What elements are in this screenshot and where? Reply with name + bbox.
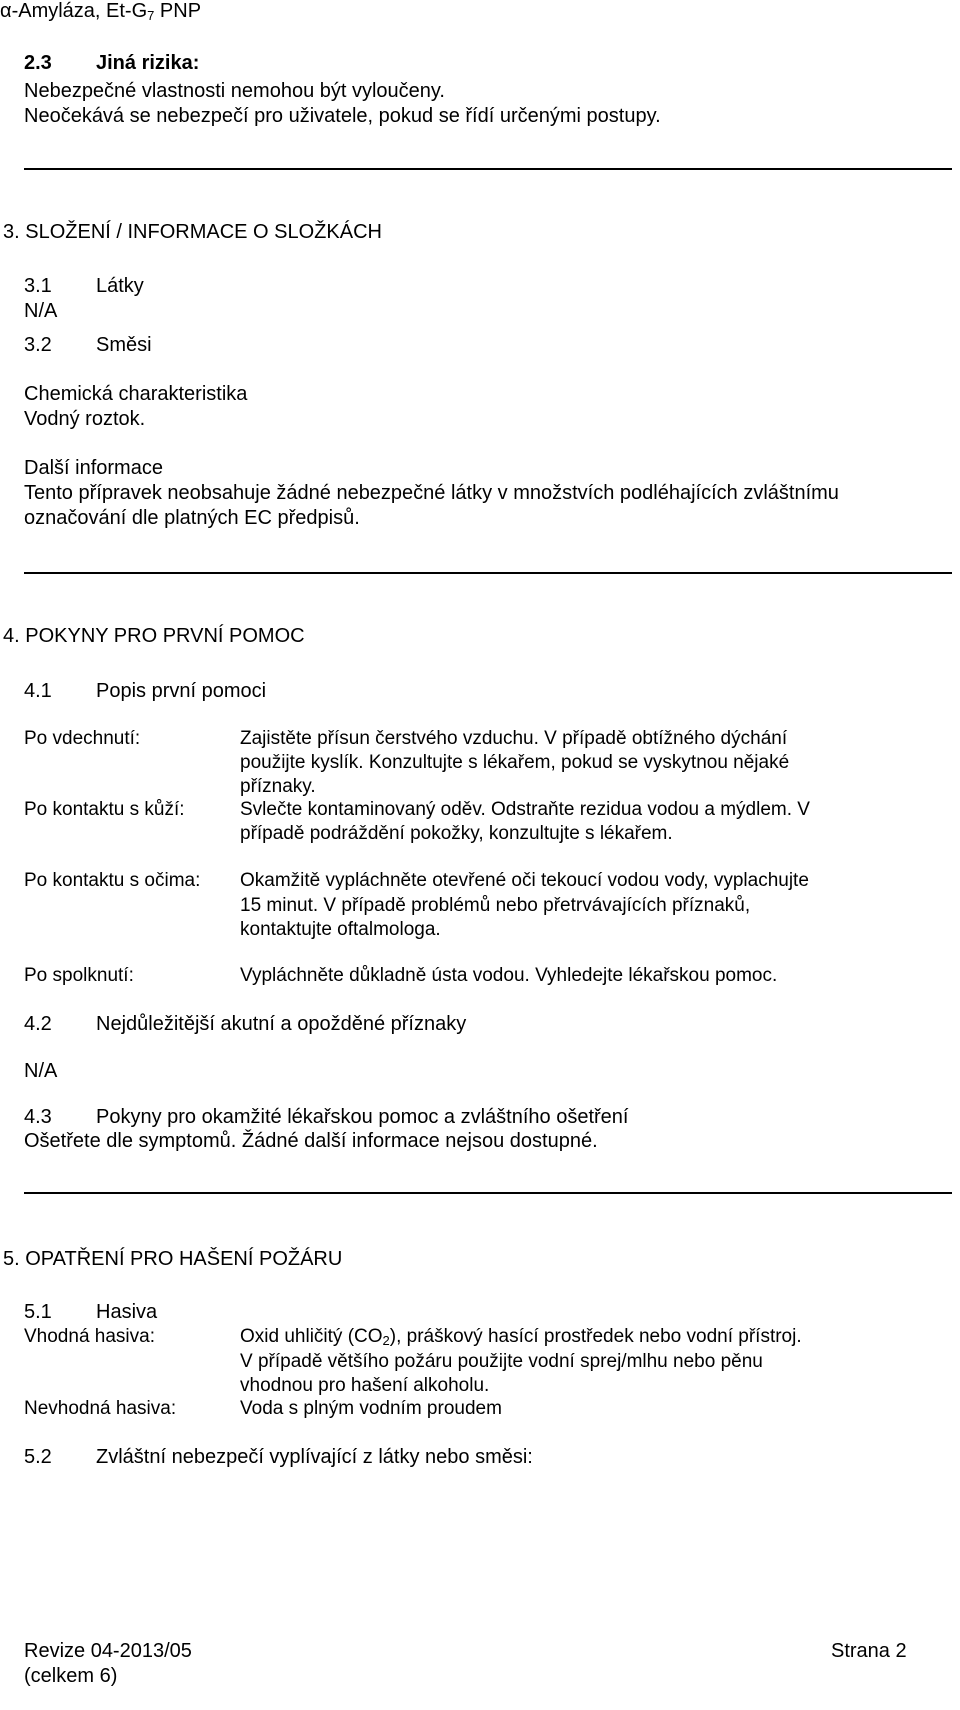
- skin-contact-line-1: Svlečte kontaminovaný oděv. Odstraňte rezidua vodou a mýdlem. V: [240, 799, 810, 820]
- section-2-3-title: Jiná rizika:: [96, 52, 200, 74]
- section-4-3-title: Pokyny pro okamžité lékařskou pomoc a zvláštního ošetření: [96, 1106, 629, 1128]
- section-4-3-number: 4.3: [24, 1106, 52, 1128]
- section-4-2-title: Nejdůležitější akutní a opožděné příznaky: [96, 1013, 467, 1035]
- section-5-2-title: Zvláštní nebezpečí vyplívající z látky nebo směsi:: [96, 1446, 533, 1468]
- section-3-1-title: Látky: [96, 275, 144, 297]
- suitable-extinguishing-label: Vhodná hasiva:: [24, 1326, 155, 1347]
- section-5-1-number: 5.1: [24, 1301, 52, 1323]
- section-3-1-value: N/A: [24, 300, 58, 322]
- suitable-extinguishing-line-2: V případě většího požáru použijte vodní sprej/mlhu nebo pěnu: [240, 1351, 763, 1372]
- unsuitable-extinguishing-label: Nevhodná hasiva:: [24, 1398, 177, 1419]
- section-3-1-number: 3.1: [24, 275, 52, 297]
- more-information-label: Další informace: [24, 457, 163, 479]
- inhalation-line-2: použijte kyslík. Konzultujte s lékařem, pokud se vyskytnou nějaké: [240, 752, 790, 773]
- document-header-title: α-Amyláza, $Et-G_7$ PNP: [0, 0, 202, 23]
- section-divider: [24, 168, 952, 170]
- eye-contact-line-1: Okamžitě vypláchněte otevřené oči tekoucí vodou vody, vyplachujte: [240, 870, 809, 891]
- more-information-line-2: označování dle platných EC předpisů.: [24, 507, 360, 529]
- chemical-characteristic-value: Vodný roztok.: [24, 408, 146, 430]
- ingestion-label: Po spolknutí:: [24, 965, 134, 986]
- chemical-characteristic-label: Chemická charakteristika: [24, 383, 248, 405]
- eye-contact-line-3: kontaktujte oftalmologa.: [240, 919, 441, 940]
- more-information-line-1: Tento přípravek neobsahuje žádné nebezpečné látky v množstvích podléhajících zvláštnímu: [24, 482, 839, 504]
- section-4-3-line: Ošetřete dle symptomů. Žádné další informace nejsou dostupné.: [24, 1130, 598, 1152]
- section-5-title: 5. OPATŘENÍ PRO HAŠENÍ POŽÁRU: [3, 1248, 343, 1270]
- section-3-2-number: 3.2: [24, 334, 52, 356]
- section-4-2-value: N/A: [24, 1060, 58, 1082]
- section-divider: [24, 1192, 952, 1194]
- ingestion-line-1: Vypláchněte důkladně ústa vodou. Vyhledejte lékařskou pomoc.: [240, 965, 778, 986]
- suitable-extinguishing-line-3: vhodnou pro hašení alkoholu.: [240, 1375, 490, 1396]
- inhalation-label: Po vdechnutí:: [24, 728, 141, 749]
- inhalation-line-1: Zajistěte přísun čerstvého vzduchu. V případě obtížného dýchání: [240, 728, 788, 749]
- section-2-3-line-1: Nebezpečné vlastnosti nemohou být vyloučeny.: [24, 80, 445, 102]
- inhalation-line-3: příznaky.: [240, 776, 316, 797]
- section-4-2-number: 4.2: [24, 1013, 52, 1035]
- section-4-1-title: Popis první pomoci: [96, 680, 267, 702]
- suitable-extinguishing-line-1: Oxid uhličitý $(CO_2)$, práškový hasící prostředek nebo vodní přístroj.: [240, 1326, 802, 1348]
- skin-contact-label: Po kontaktu s kůží:: [24, 799, 185, 820]
- section-4-title: 4. POKYNY PRO PRVNÍ POMOC: [3, 625, 305, 647]
- footer-revision: Revize 04-2013/05: [24, 1640, 192, 1662]
- section-2-3-number: 2.3: [24, 52, 52, 74]
- section-4-1-number: 4.1: [24, 680, 52, 702]
- skin-contact-line-2: případě podráždění pokožky, konzultujte s lékařem.: [240, 823, 673, 844]
- section-5-1-title: Hasiva: [96, 1301, 158, 1323]
- section-3-2-title: Směsi: [96, 334, 152, 356]
- unsuitable-extinguishing-value: Voda s plným vodním proudem: [240, 1398, 502, 1419]
- section-5-2-number: 5.2: [24, 1446, 52, 1468]
- section-3-title: 3. SLOŽENÍ / INFORMACE O SLOŽKÁCH: [3, 221, 382, 243]
- footer-total-pages: (celkem 6): [24, 1665, 118, 1687]
- footer-page-number: Strana 2: [831, 1640, 907, 1662]
- eye-contact-line-2: 15 minut. V případě problémů nebo přetrvávajících příznaků,: [240, 895, 751, 916]
- section-2-3-line-2: Neočekává se nebezpečí pro uživatele, pokud se řídí určenými postupy.: [24, 105, 661, 127]
- section-divider: [24, 572, 952, 574]
- eye-contact-label: Po kontaktu s očima:: [24, 870, 201, 891]
